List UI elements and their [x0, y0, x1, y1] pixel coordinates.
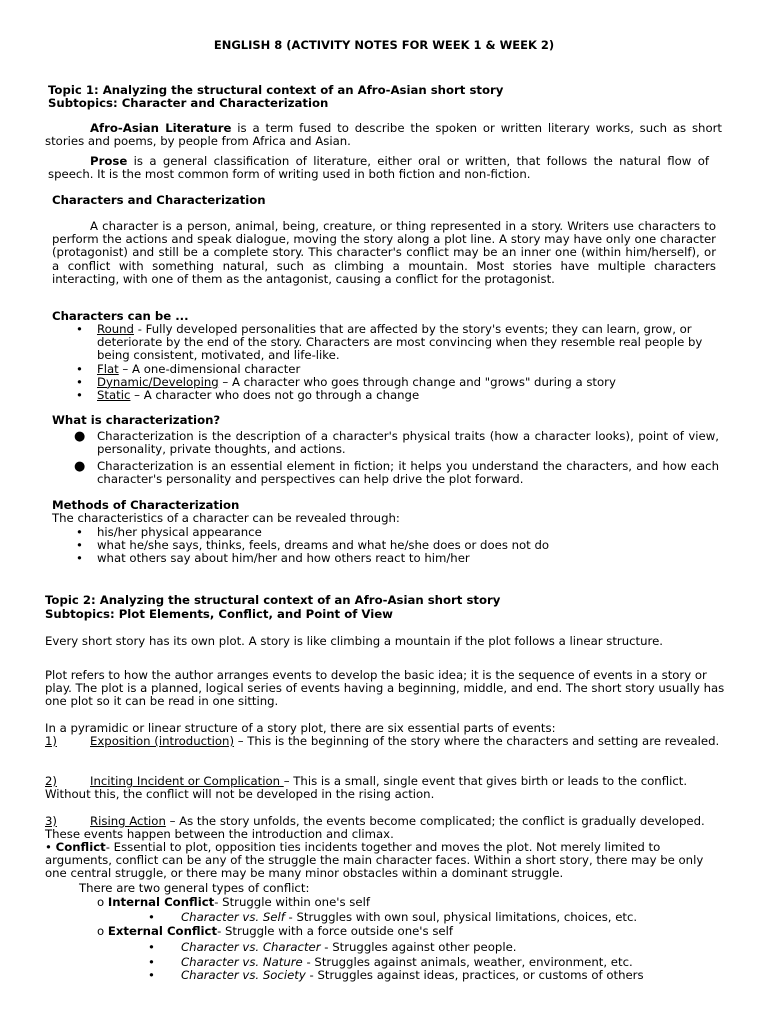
prose-term: Prose: [90, 154, 128, 168]
character-type-term: Flat: [97, 361, 119, 376]
document-title: ENGLISH 8 (ACTIVITY NOTES FOR WEEK 1 & WEEK 2): [213, 38, 555, 52]
conflict-type-text: - Struggles with own soul, physical limitations, choices, etc.: [284, 910, 638, 924]
conflict-type-term: Character vs. Self: [181, 910, 285, 924]
afro-asian-term: Afro-Asian Literature: [90, 121, 232, 135]
external-conflict-text: - Struggle with a force outside one's self: [217, 924, 453, 938]
bullet-icon: •: [76, 361, 83, 376]
internal-conflict-item: [148, 910, 638, 924]
plot-part-text: – As the story unfolds, the events become complicated; the conflict is gradually developed. These events happen between the introduction and climax.: [45, 814, 705, 842]
character-type-term: Static: [97, 388, 131, 403]
plot-part-text: – This is the beginning of the story where the characters and setting are revealed.: [234, 734, 720, 748]
conflict-types-intro: There are two general types of conflict:: [79, 881, 310, 895]
conflict-type-term: Character vs. Character: [181, 940, 321, 954]
character-type-text: – A character who goes through change and "grows" during a story: [218, 374, 616, 389]
characterization-item: [74, 459, 719, 487]
characters-can-be-heading: Characters can be ...: [52, 309, 189, 323]
conflict-term: Conflict: [55, 840, 106, 854]
character-type-text: - Fully developed personalities that are affected by the story's events; they can learn, grow, or deteriorate by the end of the story. Characters are most convincing when they resemble real people by being consistent, motivated, and life-like.: [97, 322, 703, 363]
plot-part-3: [45, 815, 725, 841]
list-item: [76, 322, 717, 363]
topic2-subtopics: Subtopics: Plot Elements, Conflict, and Point of View: [45, 607, 393, 621]
methods-heading: Methods of Characterization: [52, 498, 240, 512]
bullet-icon: •: [45, 840, 52, 854]
conflict-paragraph: [45, 841, 725, 881]
afro-asian-paragraph: [45, 122, 722, 148]
topic1-subtopics: Subtopics: Character and Characterization: [48, 96, 329, 110]
bullet-icon: •: [148, 968, 155, 982]
bullet-icon: •: [148, 955, 155, 969]
characterization-item: [74, 429, 719, 457]
prose-text: is a general classification of literature, either oral or written, that follows the natural flow of speech. It is the most common form of writing used in both fiction and non-fiction.: [48, 154, 709, 182]
character-type-term: Round: [97, 322, 134, 336]
plot-part-1: [45, 735, 725, 748]
characterization-text: Characterization is the description of a character's physical traits (how a character looks), point of view, personality, private thoughts, and actions.: [97, 429, 719, 457]
plot-part-number: 3): [45, 814, 57, 828]
characterization-text: Characterization is an essential element in fiction; it helps you understand the characters, and how each character's personality and perspectives can help drive the plot forward.: [97, 459, 719, 487]
circle-bullet-icon: o: [97, 895, 105, 909]
plot-part-term: Inciting Incident or Complication: [90, 774, 284, 788]
plot-part-number: 1): [45, 734, 57, 748]
conflict-type-text: - Struggles against ideas, practices, or customs of others: [305, 968, 644, 982]
bullet-icon: •: [76, 551, 83, 566]
plot-intro-paragraph: Every short story has its own plot. A story is like climbing a mountain if the plot follows a linear structure.: [45, 634, 663, 648]
method-text: his/her physical appearance: [97, 525, 262, 539]
bullet-icon: •: [148, 910, 155, 924]
character-type-text: – A one-dimensional character: [118, 361, 301, 376]
prose-paragraph: [48, 155, 709, 181]
conflict-type-text: - Struggles against animals, weather, environment, etc.: [302, 955, 633, 969]
external-conflict-item: [148, 968, 644, 982]
plot-part-term: Rising Action: [90, 814, 166, 828]
character-definition-paragraph: A character is a person, animal, being, creature, or thing represented in a story. Writers use characters to perform the actions and speak dialogue, moving the story along a plot line. A story may have only one character (protagonist) and still be a complete story. This character's conflict may be an inner one (within him/herself), or a conflict with something natural, such as climbing a mountain. Most stories have multiple characters interacting, with one of them as the antagonist, causing a conflict for the protagonist.: [52, 219, 716, 286]
what-is-characterization-heading: What is characterization?: [52, 413, 221, 427]
character-types-list: [76, 322, 717, 403]
bullet-icon: ●: [74, 429, 86, 444]
plot-parts-intro: In a pyramidic or linear structure of a story plot, there are six essential parts of events:: [45, 721, 556, 735]
list-item: [76, 551, 717, 566]
external-conflict-term: External Conflict: [107, 924, 218, 938]
internal-conflict-text: - Struggle within one's self: [214, 895, 370, 909]
characters-heading: Characters and Characterization: [52, 193, 266, 207]
afro-asian-text: is a term fused to describe the spoken or written literary works, such as short stories and poems, by people from Africa and Asian.: [45, 121, 723, 149]
plot-part-term: Exposition (introduction): [90, 734, 235, 748]
character-type-term: Dynamic/Developing: [97, 374, 219, 389]
method-text: what he/she says, thinks, feels, dreams and what he/she does or does not do: [97, 538, 550, 553]
internal-conflict-line: [97, 896, 370, 909]
bullet-icon: •: [76, 538, 83, 553]
conflict-type-text: - Struggles against other people.: [320, 940, 517, 954]
topic1-heading: Topic 1: Analyzing the structural context of an Afro-Asian short story: [48, 83, 504, 97]
conflict-type-term: Character vs. Nature: [181, 955, 303, 969]
bullet-icon: •: [148, 940, 155, 954]
character-type-text: – A character who does not go through a change: [130, 388, 420, 403]
bullet-icon: •: [76, 388, 83, 403]
methods-list: [76, 525, 717, 566]
topic2-heading: Topic 2: Analyzing the structural context of an Afro-Asian short story: [45, 593, 501, 607]
bullet-icon: •: [76, 525, 83, 539]
plot-part-2: [45, 775, 725, 801]
conflict-type-term: Character vs. Society: [181, 968, 306, 982]
list-item: [76, 388, 717, 403]
bullet-icon: ●: [74, 459, 86, 474]
plot-part-text: – This is a small, single event that gives birth or leads to the conflict. Without this, the conflict will not be developed in the rising action.: [45, 774, 688, 802]
plot-definition-paragraph: Plot refers to how the author arranges events to develop the basic idea; it is the sequence of events in a story or play. The plot is a planned, logical series of events having a beginning, middle, and end. The short story usually has one plot so it can be read in one sitting.: [45, 668, 725, 709]
method-text: what others say about him/her and how others react to him/her: [97, 551, 470, 566]
internal-conflict-term: Internal Conflict: [107, 895, 215, 909]
external-conflict-item: [148, 940, 517, 954]
plot-part-number: 2): [45, 774, 57, 788]
bullet-icon: •: [76, 374, 83, 389]
circle-bullet-icon: o: [97, 924, 105, 938]
conflict-text: - Essential to plot, opposition ties incidents together and moves the plot. Not merely limited to arguments, conflict can be any of the struggle the main character faces. Within a short story, there may be only one central struggle, or there may be many minor obstacles within a dominant struggle.: [45, 840, 704, 881]
methods-intro: The characteristics of a character can be revealed through:: [52, 511, 400, 525]
bullet-icon: •: [76, 322, 83, 336]
external-conflict-line: [97, 925, 453, 938]
